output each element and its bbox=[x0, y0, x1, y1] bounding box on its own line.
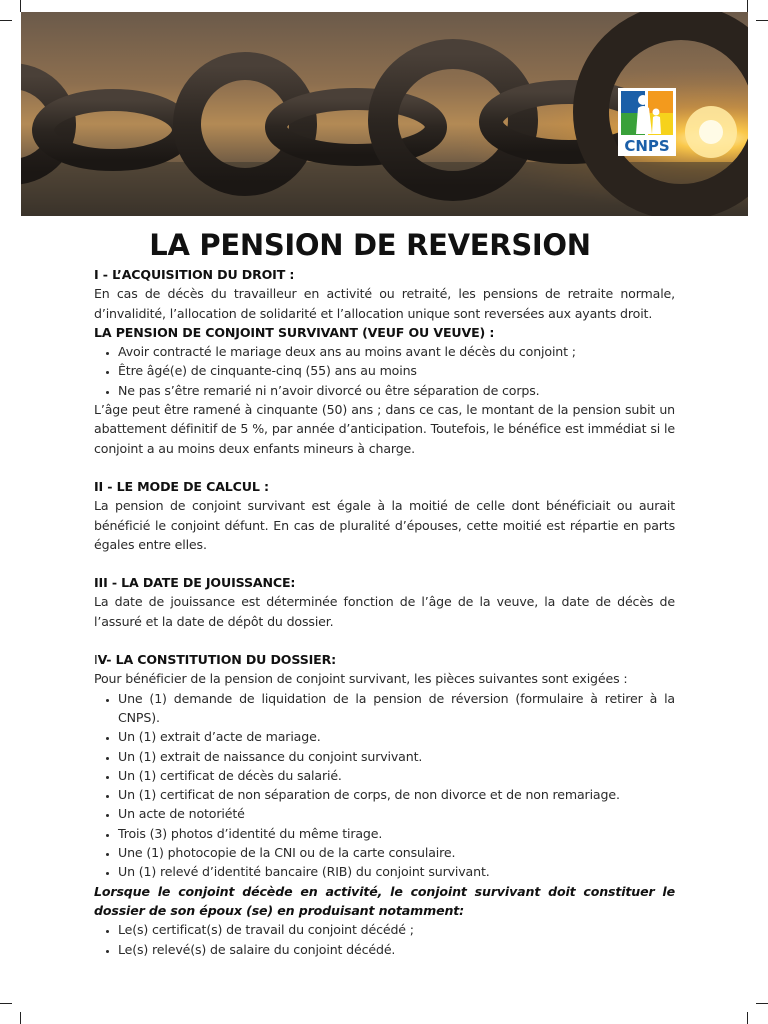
document-body bbox=[94, 265, 675, 959]
crop-mark-br-v bbox=[747, 1012, 748, 1024]
section-2-heading: II - LE MODE DE CALCUL : bbox=[94, 478, 269, 494]
list-item: • Une (1) demande de liquidation de la pension de réversion (formulaire à retirer à la CNPS). bbox=[118, 689, 675, 728]
list-item: • Trois (3) photos d’identité du même tirage. bbox=[118, 824, 675, 843]
section-4-intro: Pour bénéficier de la pension de conjoint survivant, les pièces suivantes sont exigées : bbox=[94, 671, 628, 687]
list-item: • Ne pas s’être remarié ni n’avoir divorcé ou être séparation de corps. bbox=[118, 381, 675, 400]
list-item: • Un (1) extrait de naissance du conjoint survivant. bbox=[118, 747, 675, 766]
section-4-heading-prefix: I bbox=[94, 652, 98, 668]
crop-mark-tl-v bbox=[20, 0, 21, 12]
section-1-subheading: LA PENSION DE CONJOINT SURVIVANT (VEUF OU VEUVE) : bbox=[94, 324, 495, 340]
page-title: LA PENSION DE REVERSION bbox=[149, 228, 591, 262]
section-2-text: La pension de conjoint survivant est égale à la moitié de celle dont bénéficiait ou aurait bénéficié le conjoint défunt. En cas de pluralité d’épouses, cette moitié est répartie en parts égales entre elles. bbox=[94, 498, 675, 552]
crop-mark-tr-h bbox=[756, 20, 768, 21]
section-4-heading bbox=[94, 650, 675, 669]
section-1-list bbox=[94, 342, 675, 400]
section-4-emphasis: Lorsque le conjoint décède en activité, le conjoint survivant doit constituer le dossier de son époux (se) en produisant notamment: bbox=[94, 883, 675, 918]
section-3-text: La date de jouissance est déterminée fonction de l’âge de la veuve, la date de décès de l’assuré et la date de dépôt du dossier. bbox=[94, 594, 675, 629]
section-1-note: L’âge peut être ramené à cinquante (50) ans ; dans ce cas, le montant de la pension subit un abattement définitif de 5 %, par année d’anticipation. Toutefois, le bénéfice est immédiat si le conjoint a au moins deux enfants mineurs à charge. bbox=[94, 402, 675, 456]
chain-banner-image bbox=[21, 12, 748, 216]
section-1-heading: I - L’ACQUISITION DU DROIT : bbox=[94, 267, 295, 282]
crop-mark-tl-h bbox=[0, 20, 12, 21]
list-item: • Être âgé(e) de cinquante-cinq (55) ans au moins bbox=[118, 361, 675, 380]
family-silhouette-icon bbox=[618, 88, 676, 136]
list-item: • Avoir contracté le mariage deux ans au moins avant le décès du conjoint ; bbox=[118, 342, 675, 361]
list-item: • Le(s) certificat(s) de travail du conjoint décédé ; bbox=[118, 920, 675, 939]
crop-mark-bl-v bbox=[20, 1012, 21, 1024]
section-4-list bbox=[94, 689, 675, 882]
list-item: • Un acte de notoriété bbox=[118, 804, 675, 823]
section-4-heading-text: V- LA CONSTITUTION DU DOSSIER: bbox=[97, 652, 337, 668]
section-3-heading: III - LA DATE DE JOUISSANCE: bbox=[94, 575, 296, 591]
list-item: • Une (1) photocopie de la CNI ou de la carte consulaire. bbox=[118, 843, 675, 862]
list-item: • Le(s) relevé(s) de salaire du conjoint décédé. bbox=[118, 940, 675, 959]
crop-mark-br-h bbox=[756, 1003, 768, 1004]
list-item: • Un (1) certificat de non séparation de corps, de non divorce et de non remariage. bbox=[118, 785, 675, 804]
list-item: • Un (1) certificat de décès du salarié. bbox=[118, 766, 675, 785]
crop-mark-tr-v bbox=[747, 0, 748, 12]
list-item: • Un (1) relevé d’identité bancaire (RIB) du conjoint survivant. bbox=[118, 862, 675, 881]
logo-text: CNPS bbox=[624, 137, 670, 155]
crop-mark-bl-h bbox=[0, 1003, 12, 1004]
section-4-extra-list bbox=[94, 920, 675, 959]
section-1-text: En cas de décès du travailleur en activité ou retraité, les pensions de retraite normale, d’invalidité, l’allocation de solidarité et l’allocation unique sont reversées aux ayants droit. bbox=[94, 286, 675, 321]
cnps-logo bbox=[618, 88, 676, 156]
list-item: • Un (1) extrait d’acte de mariage. bbox=[118, 727, 675, 746]
